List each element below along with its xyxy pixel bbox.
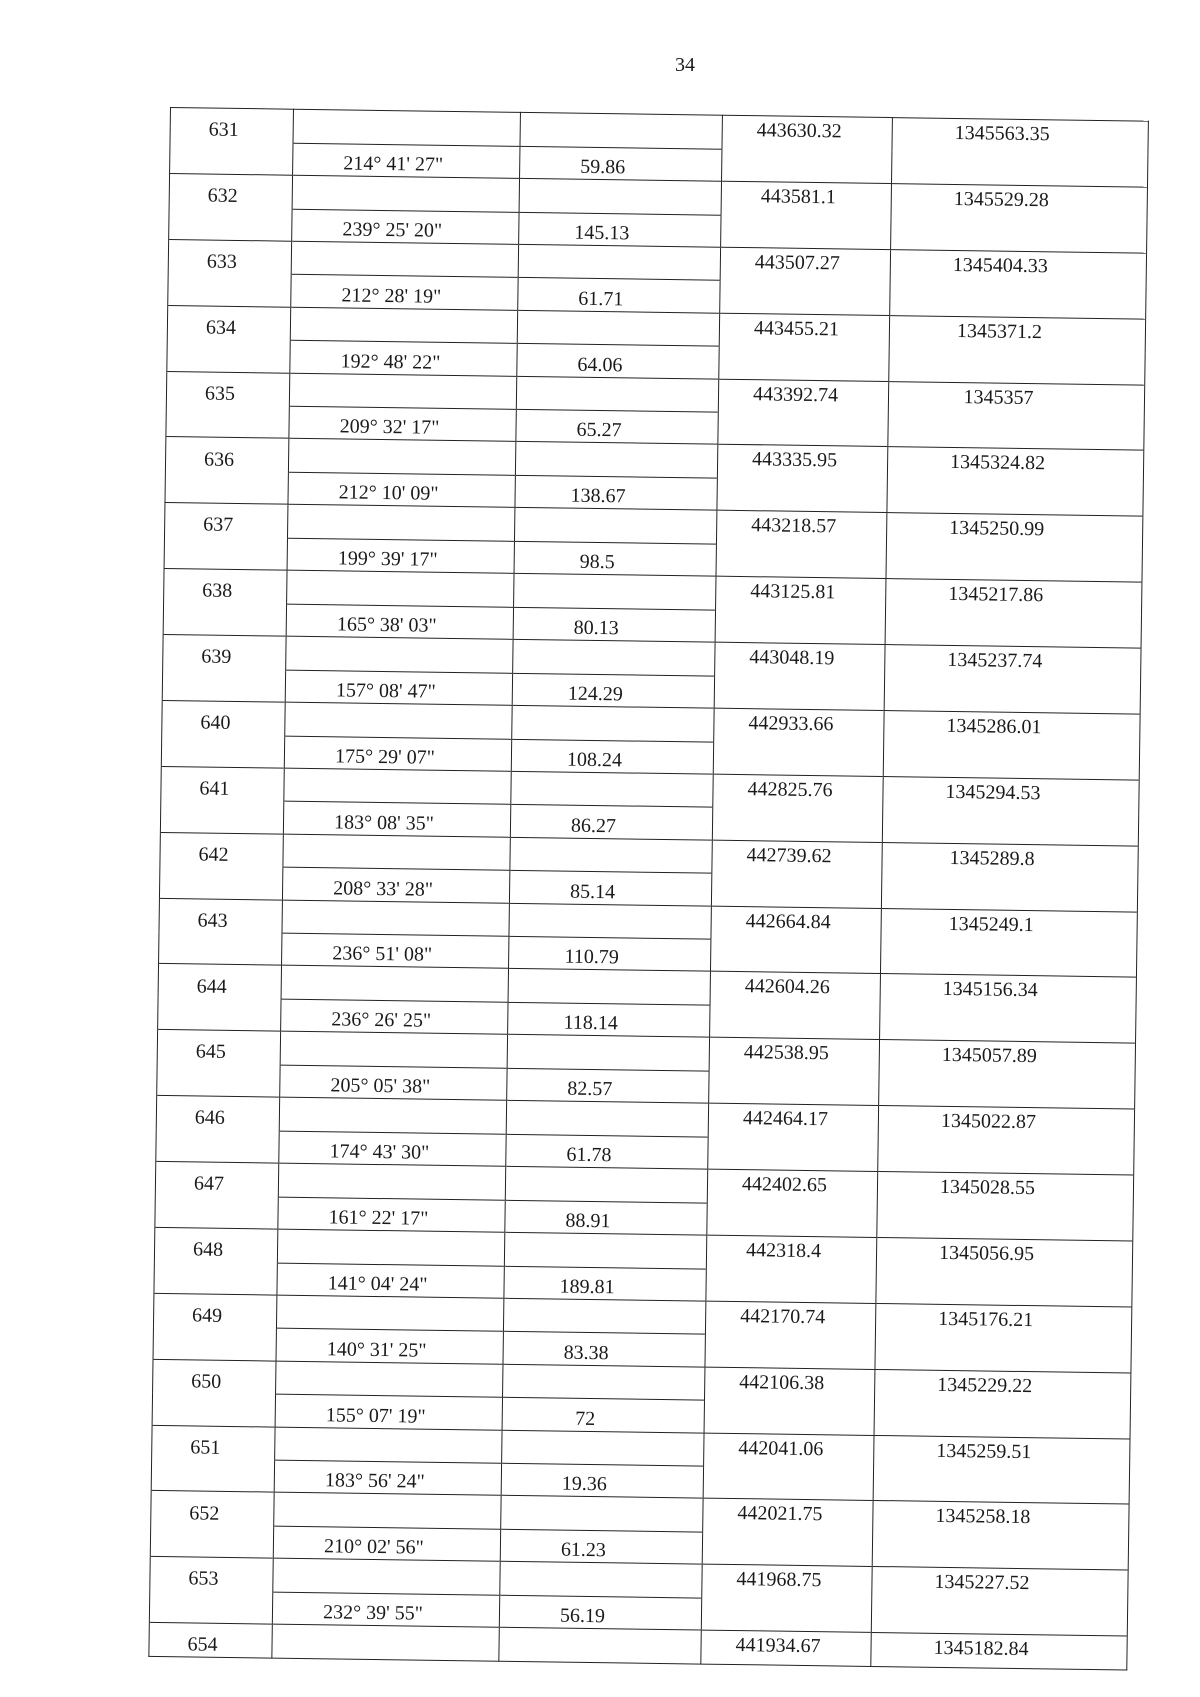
point-id: 632 — [169, 173, 292, 208]
coordinate-y: 1345404.33 — [890, 249, 1146, 286]
empty-y-cell — [872, 1535, 1128, 1571]
empty-bearing-cell — [285, 702, 512, 739]
point-id: 654 — [149, 1622, 272, 1658]
coordinate-y: 1345156.34 — [880, 974, 1136, 1011]
segment-bearing: 161° 22' 17" — [278, 1197, 505, 1232]
empty-y-cell — [877, 1205, 1133, 1241]
empty-x-cell — [701, 1598, 871, 1633]
empty-distance-cell — [512, 705, 714, 742]
empty-id-cell — [163, 602, 286, 636]
empty-id-cell — [159, 932, 282, 966]
coordinate-table — [148, 107, 1149, 1671]
segment-distance: 108.24 — [511, 739, 713, 774]
segment-bearing: 239° 25' 20" — [292, 209, 519, 244]
point-id: 631 — [170, 108, 293, 143]
coordinate-y: 1345294.53 — [883, 776, 1139, 813]
empty-y-cell — [884, 678, 1140, 714]
empty-y-cell — [874, 1403, 1130, 1439]
empty-id-cell — [150, 1524, 273, 1558]
empty-id-cell — [159, 866, 282, 900]
coordinate-x: 442106.38 — [704, 1367, 874, 1403]
coordinate-y: 1345371.2 — [889, 315, 1145, 352]
empty-bearing-cell — [276, 1295, 503, 1332]
segment-distance: 138.67 — [515, 475, 717, 510]
empty-x-cell — [710, 1005, 880, 1040]
point-id: 645 — [157, 1030, 280, 1065]
coordinate-x: 443630.32 — [722, 115, 892, 151]
point-id: 647 — [155, 1161, 278, 1196]
empty-id-cell — [160, 800, 283, 834]
empty-id-cell — [168, 273, 291, 307]
empty-x-cell — [721, 215, 891, 250]
coordinate-x: 442825.76 — [713, 774, 883, 810]
coordinate-y: 1345258.18 — [873, 1501, 1129, 1538]
empty-distance-cell — [499, 1627, 701, 1664]
segment-distance: 86.27 — [510, 805, 712, 840]
segment-distance: 56.19 — [499, 1595, 701, 1630]
empty-bearing-cell — [291, 241, 518, 278]
empty-y-cell — [887, 481, 1143, 517]
empty-distance-cell — [500, 1562, 702, 1599]
empty-y-cell — [873, 1469, 1129, 1505]
segment-bearing: 212° 28' 19" — [291, 275, 518, 310]
segment-bearing: 183° 56' 24" — [274, 1460, 501, 1495]
segment-distance: 118.14 — [508, 1002, 710, 1037]
coordinate-x: 441934.67 — [701, 1630, 871, 1667]
segment-bearing: 157° 08' 47" — [285, 670, 512, 705]
point-id: 639 — [163, 634, 286, 669]
coordinate-x: 442402.65 — [707, 1169, 877, 1205]
empty-distance-cell — [514, 508, 716, 545]
segment-bearing: 205° 05' 38" — [280, 1065, 507, 1100]
empty-id-cell — [153, 1327, 276, 1361]
coordinate-table-body — [149, 108, 1149, 1671]
segment-distance: 61.78 — [506, 1134, 708, 1169]
empty-id-cell — [162, 668, 285, 702]
coordinate-y: 1345289.8 — [882, 842, 1138, 879]
segment-bearing: 212° 10' 09" — [288, 472, 515, 507]
empty-id-cell — [167, 339, 290, 373]
coordinate-x: 442021.75 — [703, 1498, 873, 1534]
coordinate-x: 443581.1 — [721, 181, 891, 217]
coordinate-x: 442538.95 — [709, 1037, 879, 1073]
segment-bearing: 141° 04' 24" — [277, 1263, 504, 1298]
empty-x-cell — [707, 1203, 877, 1238]
empty-distance-cell — [509, 903, 711, 940]
coordinate-y: 1345229.22 — [874, 1369, 1130, 1406]
empty-x-cell — [711, 873, 881, 908]
segment-bearing: 236° 26' 25" — [281, 999, 508, 1034]
empty-distance-cell — [503, 1364, 705, 1401]
empty-distance-cell — [514, 573, 716, 610]
coordinate-x: 443392.74 — [718, 379, 888, 415]
empty-bearing-cell — [283, 834, 510, 871]
segment-distance: 145.13 — [519, 212, 721, 247]
empty-bearing-cell — [289, 373, 516, 410]
empty-bearing-cell — [280, 1031, 507, 1068]
point-id: 634 — [167, 305, 290, 340]
coordinate-y: 1345182.84 — [871, 1633, 1127, 1671]
empty-distance-cell — [517, 310, 719, 347]
segment-bearing: 236° 51' 08" — [282, 933, 509, 968]
empty-bearing-cell — [287, 570, 514, 607]
segment-bearing: 175° 29' 07" — [284, 736, 511, 771]
empty-y-cell — [875, 1337, 1131, 1373]
empty-distance-cell — [504, 1232, 706, 1269]
empty-x-cell — [710, 939, 880, 974]
point-id: 640 — [162, 700, 285, 735]
empty-y-cell — [871, 1600, 1127, 1636]
empty-y-cell — [879, 1073, 1135, 1109]
empty-id-cell — [155, 1195, 278, 1229]
empty-x-cell — [713, 742, 883, 777]
empty-x-cell — [719, 347, 889, 382]
segment-bearing: 174° 43' 30" — [279, 1131, 506, 1166]
segment-distance: 59.86 — [520, 146, 722, 181]
empty-x-cell — [714, 676, 884, 711]
point-id: 635 — [166, 371, 289, 406]
point-id: 650 — [153, 1359, 276, 1394]
coordinate-y: 1345057.89 — [879, 1040, 1135, 1077]
coordinate-x: 442041.06 — [704, 1433, 874, 1469]
empty-y-cell — [878, 1139, 1134, 1175]
coordinate-y: 1345217.86 — [886, 579, 1142, 616]
empty-distance-cell — [508, 969, 710, 1006]
empty-x-cell — [720, 281, 890, 316]
coordinate-y: 1345022.87 — [878, 1106, 1134, 1143]
coordinate-x: 443218.57 — [716, 510, 886, 546]
empty-x-cell — [718, 412, 888, 447]
point-id: 652 — [151, 1491, 274, 1526]
empty-id-cell — [151, 1459, 274, 1493]
empty-y-cell — [876, 1271, 1132, 1307]
empty-id-cell — [165, 471, 288, 505]
empty-bearing-cell — [292, 175, 519, 212]
coordinate-x: 443335.95 — [717, 445, 887, 481]
empty-bearing-cell — [277, 1229, 504, 1266]
empty-id-cell — [149, 1590, 272, 1624]
coordinate-x: 443125.81 — [716, 576, 886, 612]
coordinate-x: 442933.66 — [714, 708, 884, 744]
coordinate-x: 443048.19 — [715, 642, 885, 678]
empty-y-cell — [889, 349, 1145, 385]
empty-x-cell — [702, 1532, 872, 1567]
segment-distance: 80.13 — [513, 607, 715, 642]
segment-distance: 85.14 — [509, 871, 711, 906]
point-id: 637 — [165, 503, 288, 538]
coordinate-x: 441968.75 — [702, 1564, 872, 1600]
segment-distance: 83.38 — [503, 1332, 705, 1367]
segment-bearing: 155° 07' 19" — [275, 1394, 502, 1429]
coordinate-y: 1345563.35 — [892, 118, 1148, 155]
empty-id-cell — [161, 734, 284, 768]
empty-id-cell — [154, 1261, 277, 1295]
coordinate-y: 1345227.52 — [872, 1567, 1128, 1604]
coordinate-y: 1345237.74 — [885, 645, 1141, 682]
empty-distance-cell — [510, 837, 712, 874]
coordinate-x: 442739.62 — [712, 840, 882, 876]
empty-y-cell — [890, 283, 1146, 319]
empty-bearing-cell — [279, 1097, 506, 1134]
empty-bearing-cell — [281, 966, 508, 1003]
coordinate-y: 1345324.82 — [887, 447, 1143, 484]
empty-x-cell — [715, 610, 885, 645]
empty-y-cell — [880, 1008, 1136, 1044]
empty-id-cell — [152, 1393, 275, 1427]
empty-x-cell — [708, 1137, 878, 1172]
empty-bearing-cell — [282, 900, 509, 937]
empty-x-cell — [709, 1071, 879, 1106]
coordinate-x: 442464.17 — [708, 1103, 878, 1139]
empty-x-cell — [717, 478, 887, 513]
segment-bearing: 199° 39' 17" — [287, 538, 514, 573]
point-id: 648 — [154, 1227, 277, 1262]
segment-distance: 61.23 — [500, 1529, 702, 1564]
empty-y-cell — [892, 151, 1148, 187]
empty-y-cell — [886, 546, 1142, 582]
empty-id-cell — [170, 141, 293, 175]
empty-x-cell — [706, 1269, 876, 1304]
empty-distance-cell — [502, 1430, 704, 1467]
segment-bearing: 183° 08' 35" — [283, 802, 510, 837]
empty-bearing-cell — [275, 1427, 502, 1464]
empty-bearing-cell — [272, 1624, 499, 1661]
empty-bearing-cell — [278, 1163, 505, 1200]
empty-distance-cell — [513, 639, 715, 676]
point-id: 641 — [161, 766, 284, 801]
segment-distance: 88.91 — [505, 1200, 707, 1235]
empty-distance-cell — [503, 1298, 705, 1335]
empty-y-cell — [891, 217, 1147, 253]
empty-x-cell — [712, 808, 882, 843]
segment-bearing: 214° 41' 27" — [293, 143, 520, 178]
segment-distance: 19.36 — [501, 1463, 703, 1498]
segment-distance: 82.57 — [507, 1068, 709, 1103]
empty-distance-cell — [515, 442, 717, 479]
empty-y-cell — [880, 942, 1136, 978]
point-id: 636 — [165, 437, 288, 472]
coordinate-x: 442664.84 — [711, 906, 881, 942]
empty-distance-cell — [505, 1166, 707, 1203]
point-id: 646 — [156, 1096, 279, 1131]
coordinate-y: 1345176.21 — [875, 1303, 1131, 1340]
point-id: 649 — [153, 1293, 276, 1328]
coordinate-x: 442604.26 — [710, 972, 880, 1008]
empty-x-cell — [704, 1400, 874, 1435]
segment-bearing: 140° 31' 25" — [276, 1329, 503, 1364]
segment-distance: 124.29 — [512, 673, 714, 708]
point-id: 642 — [160, 832, 283, 867]
empty-bearing-cell — [274, 1492, 501, 1529]
empty-bearing-cell — [276, 1361, 503, 1398]
empty-distance-cell — [518, 244, 720, 281]
empty-id-cell — [164, 536, 287, 570]
empty-x-cell — [722, 149, 892, 184]
empty-bearing-cell — [284, 768, 511, 805]
empty-id-cell — [166, 405, 289, 439]
empty-distance-cell — [506, 1100, 708, 1137]
empty-bearing-cell — [288, 439, 515, 476]
empty-bearing-cell — [293, 109, 520, 146]
empty-distance-cell — [516, 376, 718, 413]
empty-id-cell — [169, 207, 292, 241]
coordinate-y: 1345286.01 — [884, 710, 1140, 747]
coordinate-y: 1345028.55 — [877, 1171, 1133, 1208]
empty-y-cell — [883, 744, 1139, 780]
point-id: 638 — [164, 569, 287, 604]
empty-distance-cell — [501, 1496, 703, 1533]
empty-distance-cell — [511, 771, 713, 808]
empty-y-cell — [885, 612, 1141, 648]
empty-bearing-cell — [273, 1558, 500, 1595]
coordinate-x: 443455.21 — [719, 313, 889, 349]
empty-distance-cell — [519, 178, 721, 215]
coordinate-y: 1345250.99 — [886, 513, 1142, 550]
empty-id-cell — [157, 1063, 280, 1097]
segment-distance: 189.81 — [504, 1266, 706, 1301]
empty-distance-cell — [507, 1035, 709, 1072]
coordinate-x: 442170.74 — [705, 1301, 875, 1337]
empty-x-cell — [703, 1466, 873, 1501]
coordinate-y: 1345357 — [888, 381, 1144, 418]
segment-distance: 64.06 — [517, 344, 719, 379]
point-id: 653 — [150, 1557, 273, 1592]
empty-distance-cell — [520, 112, 722, 149]
point-id: 633 — [168, 239, 291, 274]
empty-bearing-cell — [290, 307, 517, 344]
segment-distance: 65.27 — [516, 410, 718, 445]
segment-bearing: 210° 02' 56" — [273, 1526, 500, 1561]
empty-x-cell — [705, 1335, 875, 1370]
segment-bearing: 192° 48' 22" — [290, 341, 517, 376]
segment-bearing: 165° 38' 03" — [286, 604, 513, 639]
segment-distance: 98.5 — [514, 541, 716, 576]
segment-distance: 72 — [502, 1398, 704, 1433]
coordinate-x: 442318.4 — [706, 1235, 876, 1271]
point-id: 644 — [158, 964, 281, 999]
empty-id-cell — [156, 1129, 279, 1163]
coordinate-y: 1345249.1 — [881, 908, 1137, 945]
coordinate-table-wrapper — [148, 107, 1148, 1671]
coordinate-y: 1345529.28 — [891, 183, 1147, 220]
segment-distance: 61.71 — [518, 278, 720, 313]
page-number: 34 — [675, 54, 695, 76]
segment-distance: 110.79 — [509, 937, 711, 972]
empty-bearing-cell — [287, 504, 514, 541]
empty-y-cell — [881, 876, 1137, 912]
empty-y-cell — [882, 810, 1138, 846]
segment-bearing: 208° 33' 28" — [282, 867, 509, 902]
empty-id-cell — [158, 997, 281, 1031]
empty-bearing-cell — [286, 636, 513, 673]
coordinate-y: 1345056.95 — [876, 1237, 1132, 1274]
empty-y-cell — [888, 415, 1144, 451]
point-id: 643 — [159, 898, 282, 933]
coordinate-x: 443507.27 — [720, 247, 890, 283]
empty-x-cell — [716, 544, 886, 579]
segment-bearing: 209° 32' 17" — [289, 406, 516, 441]
segment-bearing: 232° 39' 55" — [272, 1592, 499, 1627]
point-id: 651 — [152, 1425, 275, 1460]
coordinate-y: 1345259.51 — [874, 1435, 1130, 1472]
